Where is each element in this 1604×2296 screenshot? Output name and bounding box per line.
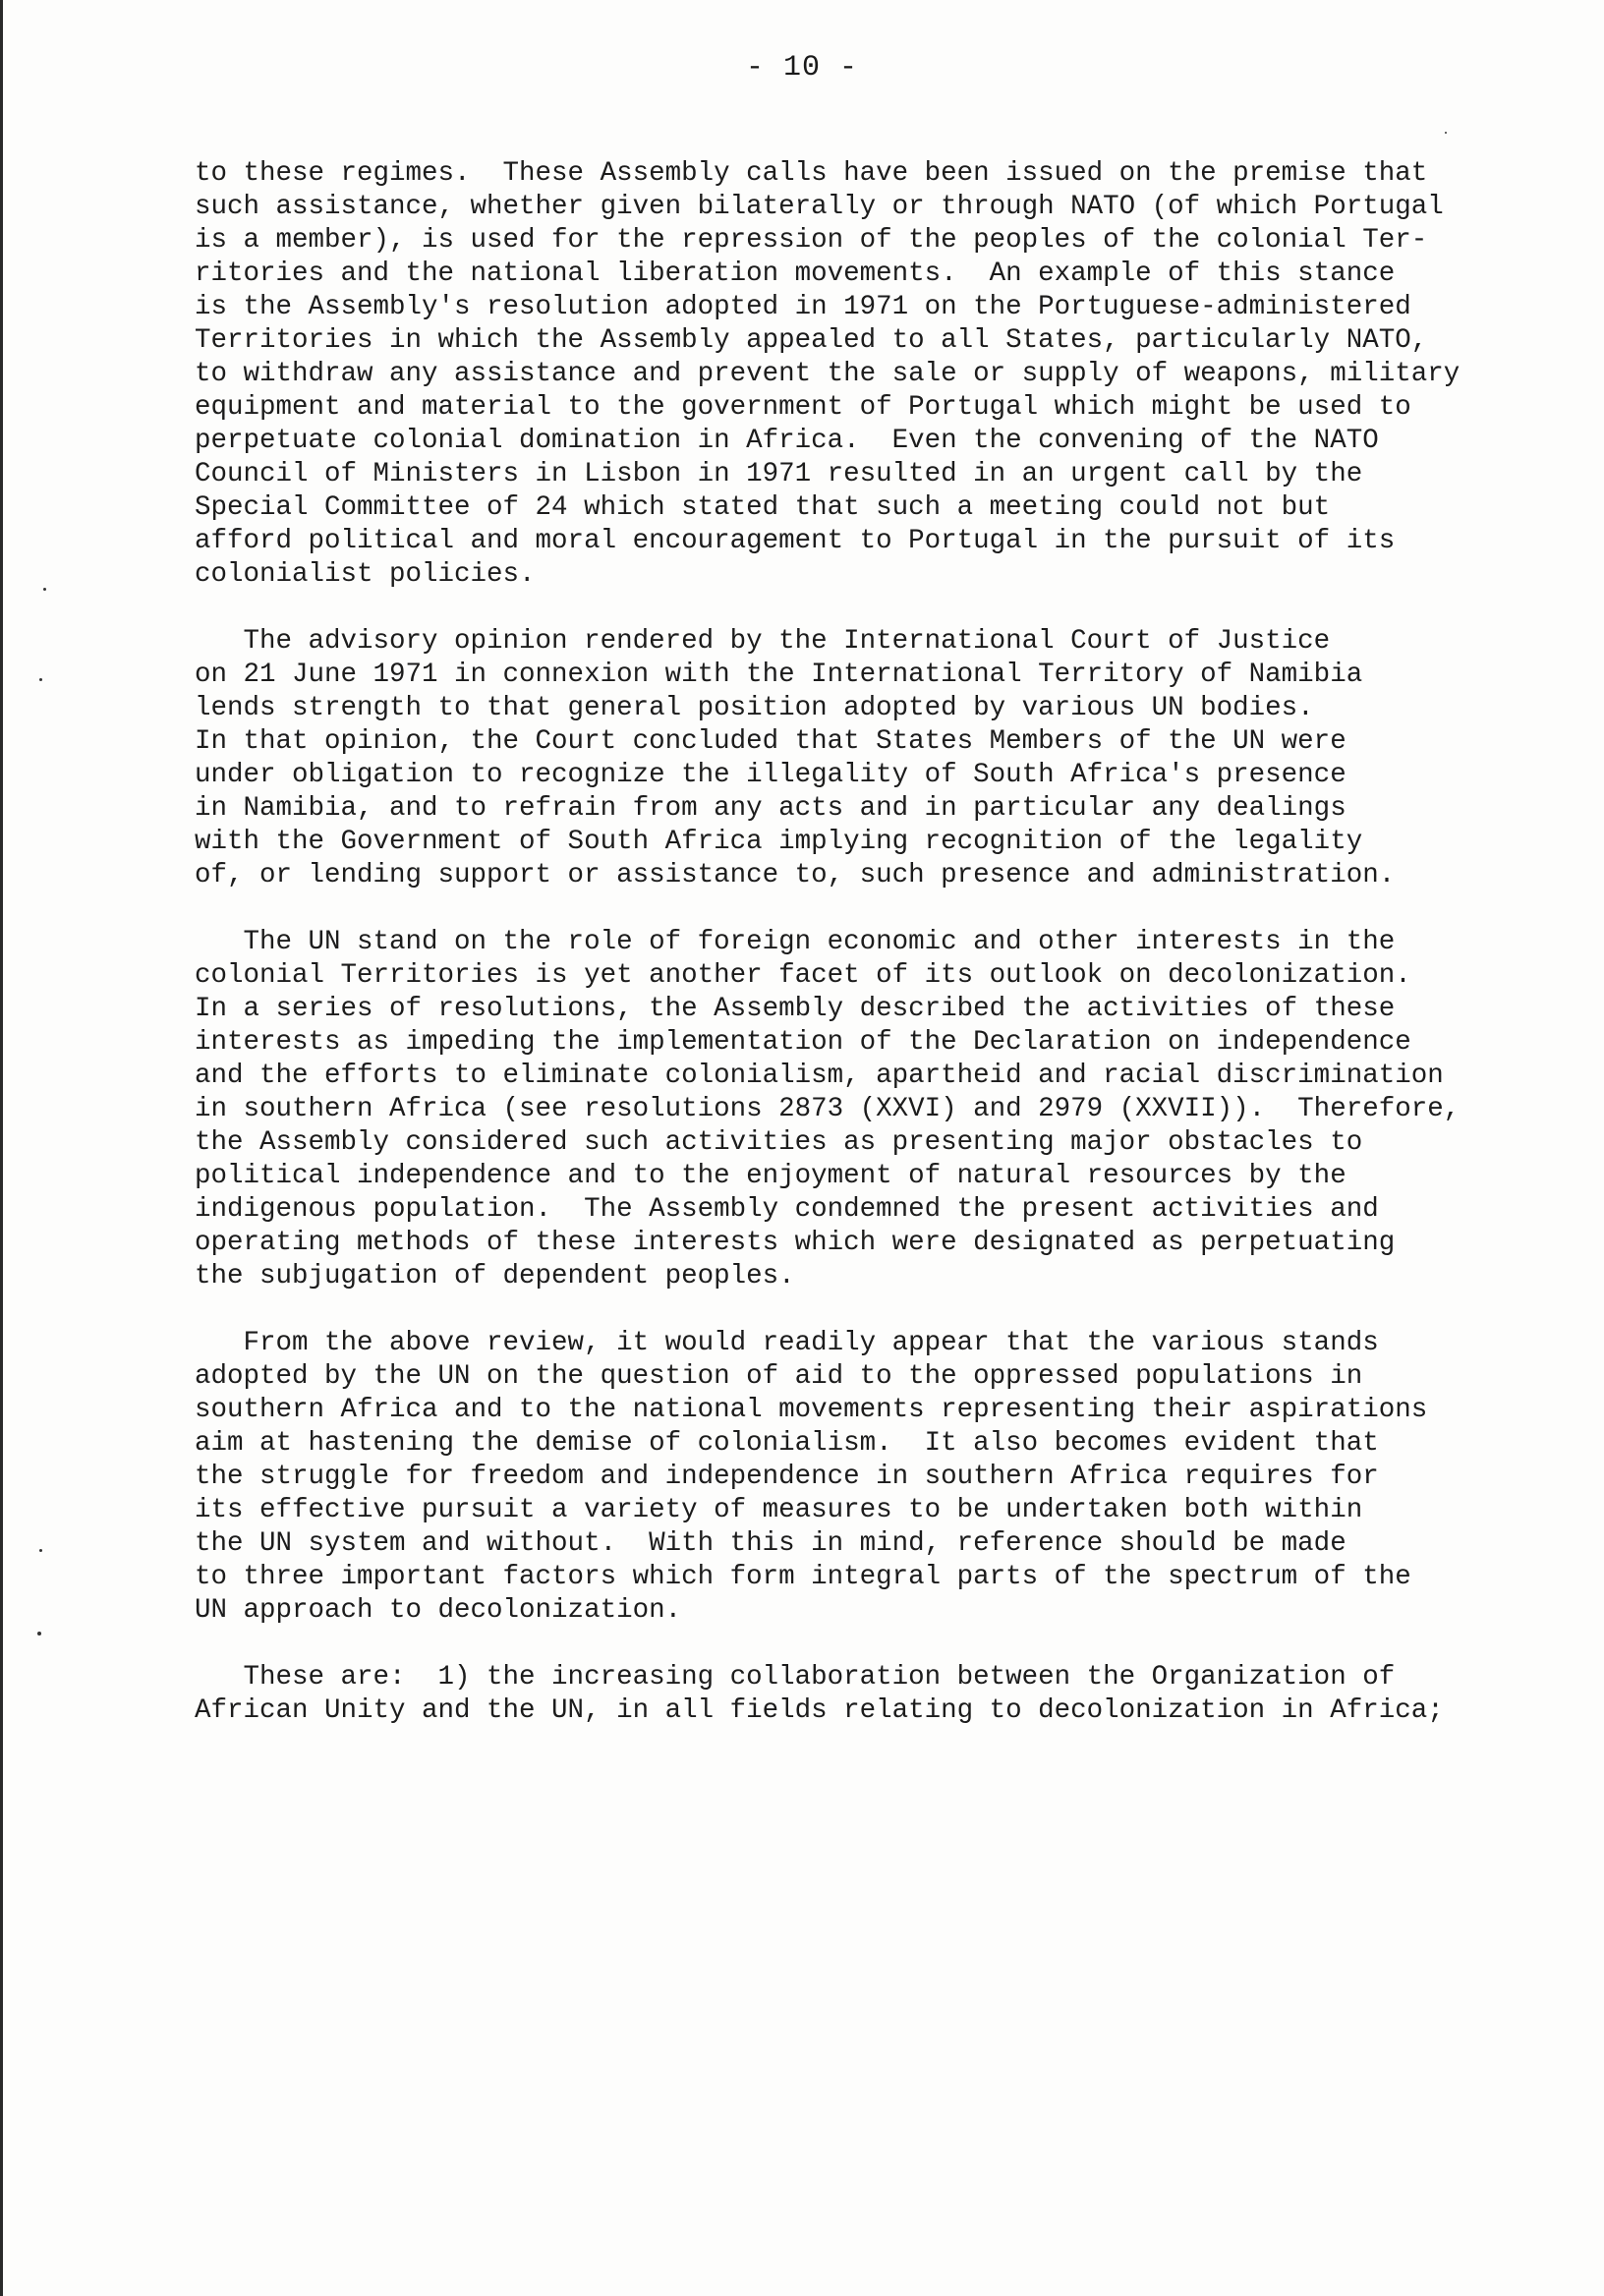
- text-line: Special Committee of 24 which stated that such a meeting could not but: [195, 492, 1331, 523]
- text-line: the subjugation of dependent peoples.: [195, 1261, 795, 1292]
- text-line: political independence and to the enjoyment of natural resources by the: [195, 1161, 1346, 1191]
- scan-speck: [39, 1549, 42, 1552]
- text-line: In a series of resolutions, the Assembly described the activities of these: [195, 994, 1396, 1024]
- text-line: is a member), is used for the repression of the peoples of the colonial Ter-: [195, 225, 1428, 256]
- text-line: with the Government of South Africa implying recognition of the legality: [195, 827, 1363, 857]
- text-line: on 21 June 1971 in connexion with the International Territory of Namibia: [195, 660, 1363, 690]
- text-line: aim at hastening the demise of colonialism. It also becomes evident that: [195, 1428, 1379, 1459]
- text-line: to these regimes. These Assembly calls have been issued on the premise that: [195, 158, 1428, 189]
- text-line: colonial Territories is yet another facet of its outlook on decolonization.: [195, 960, 1411, 991]
- scan-speck: [39, 678, 42, 681]
- text-line: is the Assembly's resolution adopted in 1971 on the Portuguese-administered: [195, 292, 1411, 322]
- paragraph-2: [195, 625, 1492, 892]
- text-line: ritories and the national liberation movements. An example of this stance: [195, 258, 1396, 289]
- scan-speck: [43, 588, 46, 591]
- text-line: adopted by the UN on the question of aid to the oppressed populations in: [195, 1361, 1363, 1392]
- text-line: lends strength to that general position adopted by various UN bodies.: [195, 693, 1314, 723]
- text-line: under obligation to recognize the illegality of South Africa's presence: [195, 760, 1346, 790]
- text-line: southern Africa and to the national movements representing their aspirations: [195, 1395, 1428, 1425]
- text-line: In that opinion, the Court concluded that States Members of the UN were: [195, 726, 1346, 757]
- body-text: [195, 157, 1492, 1761]
- text-line: and the efforts to eliminate colonialism, apartheid and racial discrimination: [195, 1061, 1444, 1091]
- text-line: in southern Africa (see resolutions 2873 (XXVI) and 2979 (XXVII)). Therefore,: [195, 1094, 1461, 1124]
- text-line: UN approach to decolonization.: [195, 1595, 682, 1626]
- scan-speck: [37, 1632, 41, 1636]
- paragraph-4: [195, 1327, 1492, 1628]
- text-line: indigenous population. The Assembly condemned the present activities and: [195, 1194, 1379, 1225]
- paragraph-1: [195, 157, 1492, 592]
- text-line: These are: 1) the increasing collaboration between the Organization of: [195, 1662, 1396, 1693]
- text-line: Council of Ministers in Lisbon in 1971 resulted in an urgent call by the: [195, 459, 1363, 489]
- text-line: of, or lending support or assistance to, such presence and administration.: [195, 860, 1396, 890]
- text-line: The UN stand on the role of foreign economic and other interests in the: [195, 927, 1396, 957]
- text-line: From the above review, it would readily appear that the various stands: [195, 1328, 1379, 1358]
- paragraph-3: [195, 926, 1492, 1293]
- text-line: to withdraw any assistance and prevent the sale or supply of weapons, military: [195, 359, 1461, 389]
- text-line: to three important factors which form integral parts of the spectrum of the: [195, 1562, 1411, 1592]
- text-line: colonialist policies.: [195, 559, 536, 590]
- text-line: operating methods of these interests which were designated as perpetuating: [195, 1228, 1396, 1258]
- text-line: African Unity and the UN, in all fields relating to decolonization in Africa;: [195, 1695, 1444, 1726]
- text-line: interests as impeding the implementation of the Declaration on independence: [195, 1027, 1411, 1058]
- text-line: perpetuate colonial domination in Africa. Even the convening of the NATO: [195, 426, 1379, 456]
- text-line: equipment and material to the government of Portugal which might be used to: [195, 392, 1411, 423]
- page-edge-rule: [0, 0, 3, 2296]
- text-line: the Assembly considered such activities as presenting major obstacles to: [195, 1127, 1363, 1158]
- text-line: in Namibia, and to refrain from any acts and in particular any dealings: [195, 793, 1346, 824]
- page-number: - 10 -: [745, 51, 859, 85]
- paragraph-5: [195, 1661, 1492, 1728]
- text-line: the UN system and without. With this in mind, reference should be made: [195, 1528, 1346, 1559]
- text-line: the struggle for freedom and independence in southern Africa requires for: [195, 1462, 1379, 1492]
- text-line: afford political and moral encouragement to Portugal in the pursuit of its: [195, 526, 1396, 556]
- text-line: The advisory opinion rendered by the International Court of Justice: [195, 626, 1331, 657]
- text-line: such assistance, whether given bilaterally or through NATO (of which Portugal: [195, 192, 1444, 222]
- scan-speck: [1445, 132, 1447, 134]
- text-line: its effective pursuit a variety of measures to be undertaken both within: [195, 1495, 1363, 1525]
- text-line: Territories in which the Assembly appealed to all States, particularly NATO,: [195, 325, 1428, 356]
